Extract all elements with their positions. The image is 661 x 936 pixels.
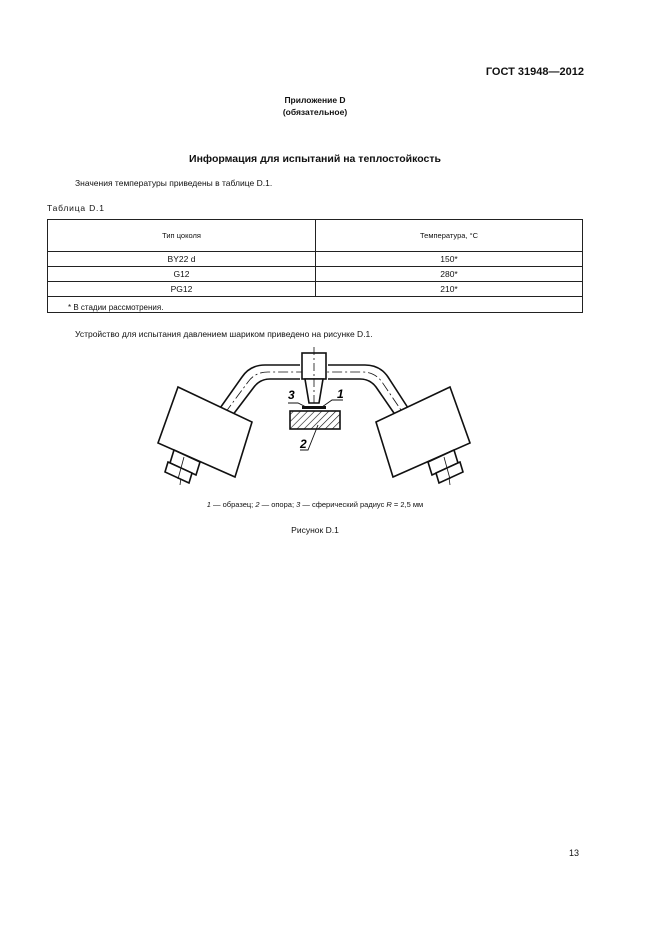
ball-pressure-apparatus-diagram <box>140 345 490 495</box>
figure-caption: Рисунок D.1 <box>291 525 339 535</box>
table-cell: 280* <box>316 267 583 282</box>
section-title: Информация для испытаний на теплостойкость <box>189 153 441 165</box>
table-cell: 150* <box>316 252 583 267</box>
table-cell: 210* <box>316 282 583 297</box>
page-number: 13 <box>569 848 580 858</box>
intro-paragraph: Значения температуры приведены в таблице D.1. <box>75 178 273 188</box>
temperature-table <box>47 219 583 313</box>
table-cell: G12 <box>48 267 316 282</box>
figure-intro-paragraph: Устройство для испытания давлением шариком приведено на рисунке D.1. <box>75 329 373 339</box>
table-row <box>48 267 583 282</box>
support-block <box>290 411 340 429</box>
left-weight <box>158 387 252 483</box>
standard-number: ГОСТ 31948—2012 <box>485 66 584 78</box>
right-weight <box>376 387 470 483</box>
table-header-cell: Температура, °С <box>316 220 583 252</box>
callout-1: 1 <box>337 387 344 401</box>
table-footnote: * В стадии рассмотрения. <box>68 303 164 312</box>
table-row <box>48 252 583 267</box>
callout-2: 2 <box>300 437 307 451</box>
table-cell: PG12 <box>48 282 316 297</box>
annex-status: (обязательное) <box>282 107 348 117</box>
table-cell: BY22 d <box>48 252 316 267</box>
ball-holder <box>302 347 326 409</box>
table-header-row <box>48 220 583 252</box>
annex-title: Приложение D <box>284 95 346 105</box>
figure-legend: 1 — образец; 2 — опора; 3 — сферический радиус R = 2,5 мм <box>206 500 424 509</box>
table-header-cell: Тип цоколя <box>48 220 316 252</box>
table-caption: Таблица D.1 <box>47 203 105 213</box>
callout-3: 3 <box>288 388 295 402</box>
table-row <box>48 282 583 297</box>
